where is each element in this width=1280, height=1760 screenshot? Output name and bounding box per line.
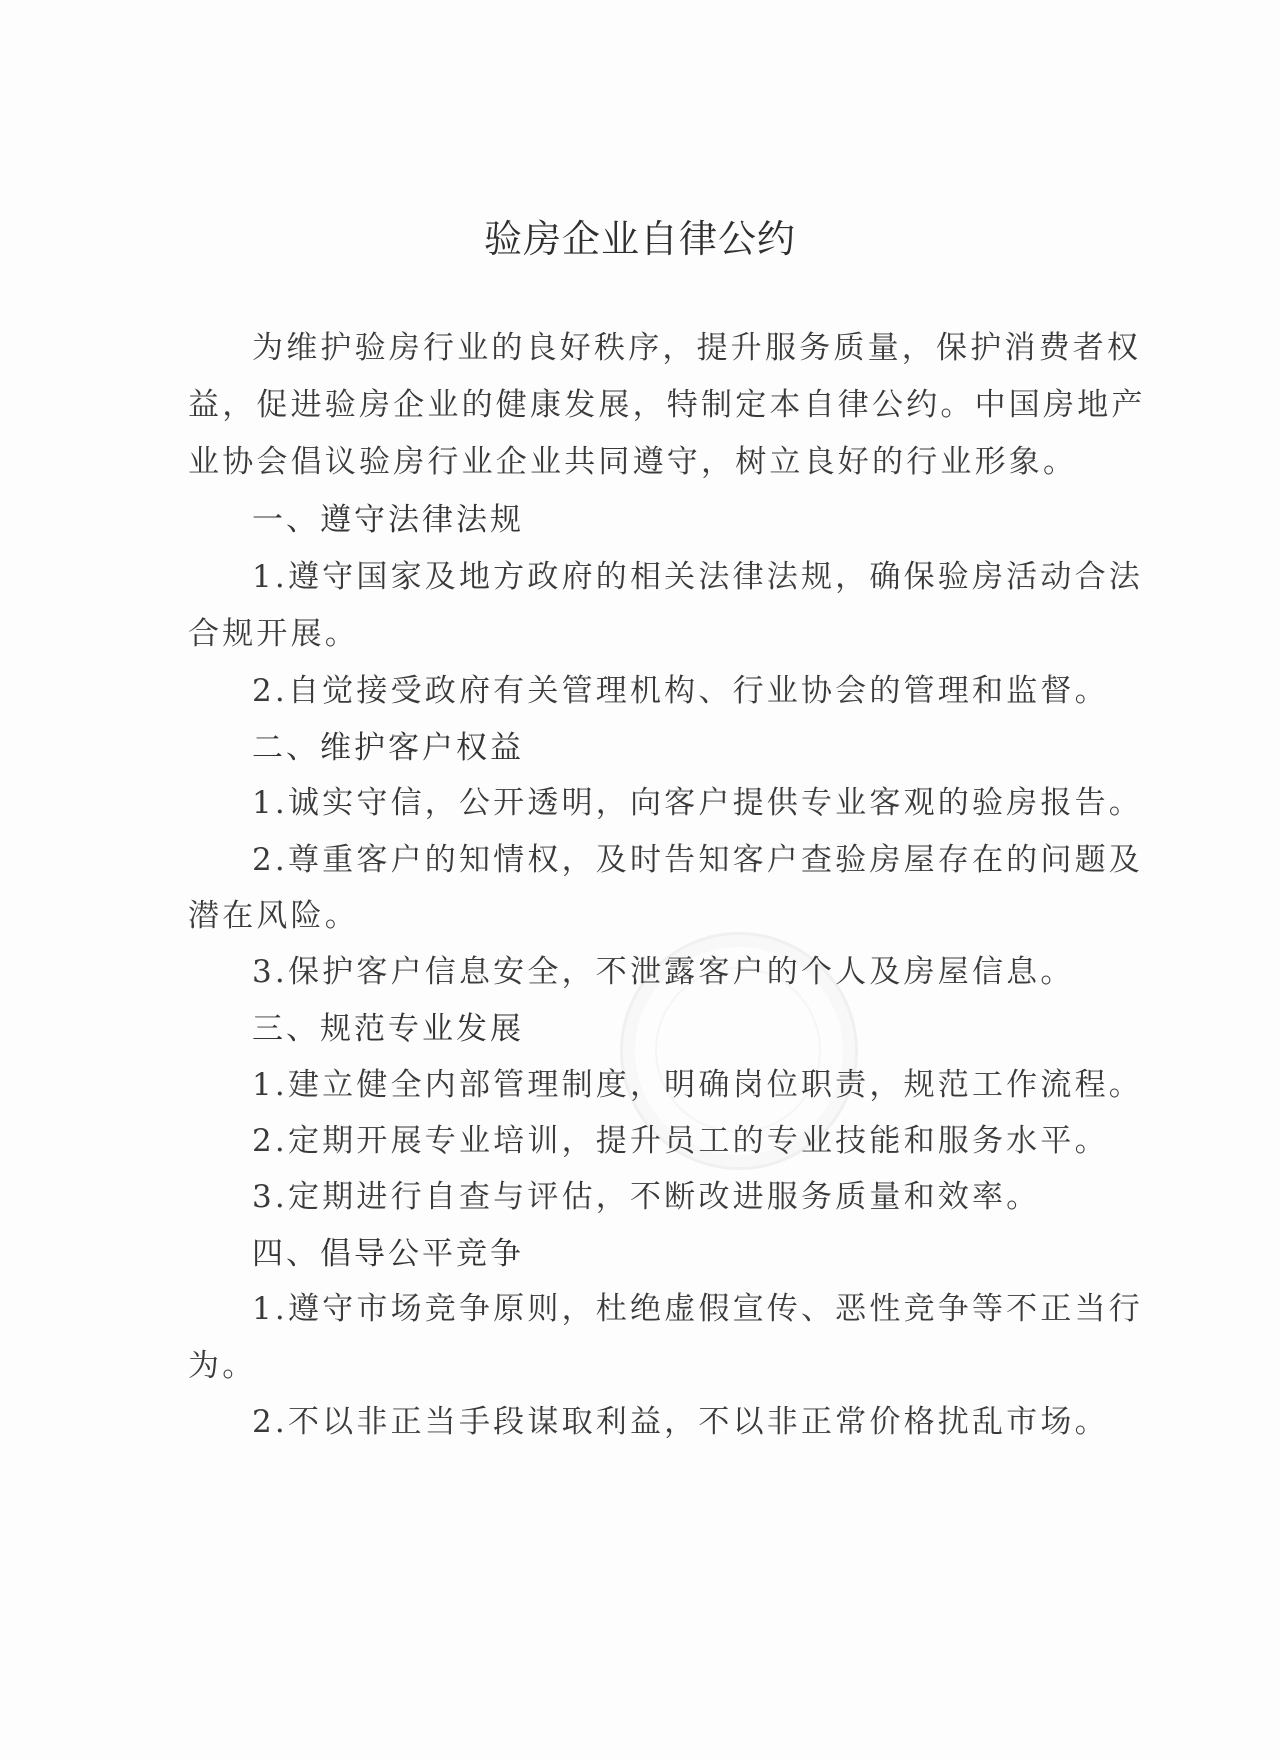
section-3-item-1: 1.建立健全内部管理制度，明确岗位职责，规范工作流程。 [252,1067,1143,1103]
preamble-line-2: 益，促进验房企业的健康发展，特制定本自律公约。中国房地产 [188,387,1146,423]
section-1-heading: 一、遵守法律法规 [252,502,524,538]
section-3-item-2: 2.定期开展专业培训，提升员工的专业技能和服务水平。 [252,1123,1109,1159]
seal-inner-ring [655,967,821,1133]
section-2-heading: 二、维护客户权益 [252,730,524,766]
section-2-item-3: 3.保护客户信息安全，不泄露客户的个人及房屋信息。 [252,954,1075,990]
section-2-item-1: 1.诚实守信，公开透明，向客户提供专业客观的验房报告。 [252,785,1143,821]
section-4-item-1-line-1: 1.遵守市场竞争原则，杜绝虚假宣传、恶性竞争等不正当行 [252,1291,1143,1327]
section-4-item-1-line-2: 为。 [188,1348,257,1384]
section-2-item-2-line-2: 潜在风险。 [188,898,359,934]
section-3-heading: 三、规范专业发展 [252,1011,524,1047]
section-3-item-3: 3.定期进行自查与评估，不断改进服务质量和效率。 [252,1179,1041,1215]
document-title: 验房企业自律公约 [483,217,796,261]
preamble-line-3: 业协会倡议验房行业企业共同遵守，树立良好的行业形象。 [188,444,1078,480]
section-1-item-1-line-1: 1.遵守国家及地方政府的相关法律法规，确保验房活动合法 [252,559,1143,595]
section-1-item-2: 2.自觉接受政府有关管理机构、行业协会的管理和监督。 [252,673,1109,709]
preamble-line-1: 为维护验房行业的良好秩序，提升服务质量，保护消费者权 [252,330,1142,366]
section-1-item-1-line-2: 合规开展。 [188,616,359,652]
section-4-heading: 四、倡导公平竞争 [252,1236,524,1272]
section-2-item-2-line-1: 2.尊重客户的知情权，及时告知客户查验房屋存在的问题及 [252,842,1143,878]
section-4-item-2: 2.不以非正当手段谋取利益，不以非正常价格扰乱市场。 [252,1404,1109,1440]
